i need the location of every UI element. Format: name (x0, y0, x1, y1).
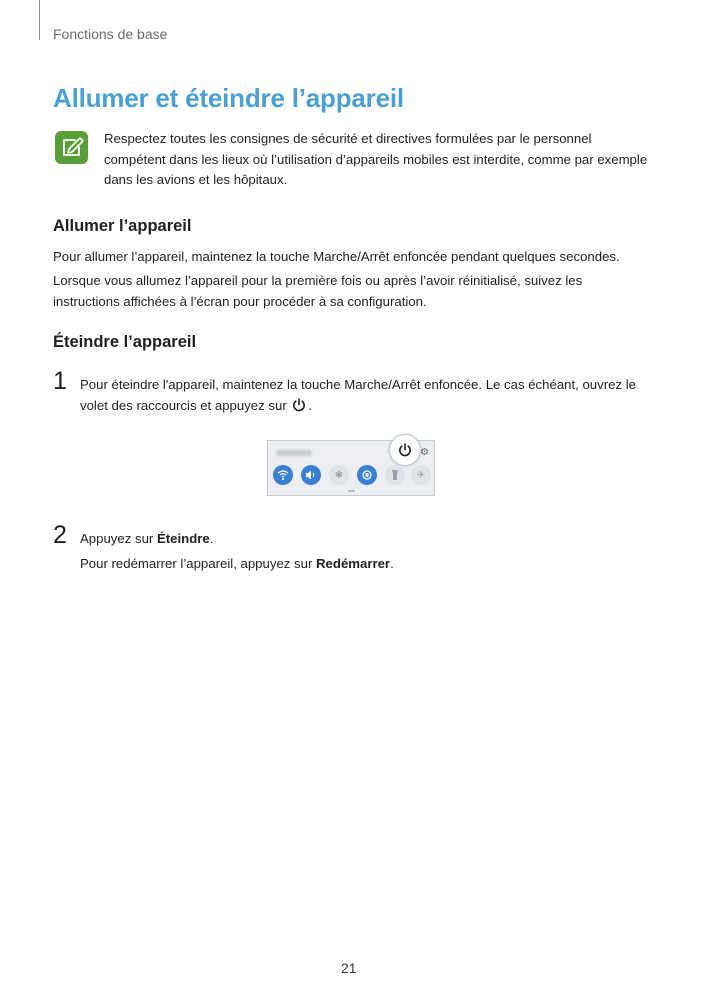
step-1-text-main: Pour éteindre l'appareil, maintenez la touche Marche/Arrêt enfoncée. Le cas échéant, ouvrez le volet des raccourcis et appuyez sur (80, 377, 636, 413)
power-on-paragraph-1: Pour allumer l’appareil, maintenez la touche Marche/Arrêt enfoncée pendant quelques secondes. (53, 249, 620, 264)
step-2-text-end: . (209, 531, 214, 546)
section-header: Fonctions de base (53, 26, 168, 42)
power-on-paragraph-2: Lorsque vous allumez l’appareil pour la première fois ou après l’avoir réinitialisé, suivez les instructions affichées à l’écran pour procéder à sa configuration. (53, 273, 583, 309)
step-number-2: 2 (53, 521, 67, 549)
step-2-text (80, 528, 655, 549)
header-divider (39, 0, 40, 40)
power-button-highlight (390, 435, 420, 465)
step-2-subtext-bold: Redémarrer (316, 556, 391, 571)
step-2-subtext-end: . (390, 556, 394, 571)
step-2-subtext-main: Pour redémarrer l’appareil, appuyez sur (80, 556, 317, 571)
panel-handle (348, 490, 355, 492)
page-title: Allumer et éteindre l’appareil (53, 83, 404, 113)
wifi-icon (273, 465, 293, 485)
step-2-subtext (80, 553, 655, 574)
note-pencil-icon (55, 131, 88, 164)
sound-icon (301, 465, 321, 485)
step-1-text (80, 374, 655, 416)
safety-note: Respectez toutes les consignes de sécurité et directives formulées par le personnel compétent dans les lieux où l’utilisation d’appareils mobiles est interdite, comme par exemple dans les avions et les hôpitaux. (104, 131, 648, 187)
flashlight-icon (385, 465, 405, 485)
bluetooth-icon: ✱ (329, 465, 349, 485)
airplane-mode-icon: ✈ (411, 465, 431, 485)
gear-icon: ⚙ (420, 447, 429, 458)
power-icon (291, 397, 307, 413)
auto-rotate-icon (357, 465, 377, 485)
step-2-bold-label: Éteindre (156, 531, 210, 546)
step-number-1: 1 (53, 367, 67, 395)
step-2-text-main: Appuyez sur (80, 531, 157, 546)
heading-power-on: Allumer l’appareil (53, 217, 192, 235)
page-number: 21 (341, 960, 357, 976)
power-icon (397, 442, 413, 458)
step-1-text-end: . (308, 398, 313, 413)
heading-power-off: Éteindre l’appareil (53, 333, 197, 351)
panel-blurred-label (276, 450, 312, 456)
quick-panel-illustration (267, 440, 435, 496)
